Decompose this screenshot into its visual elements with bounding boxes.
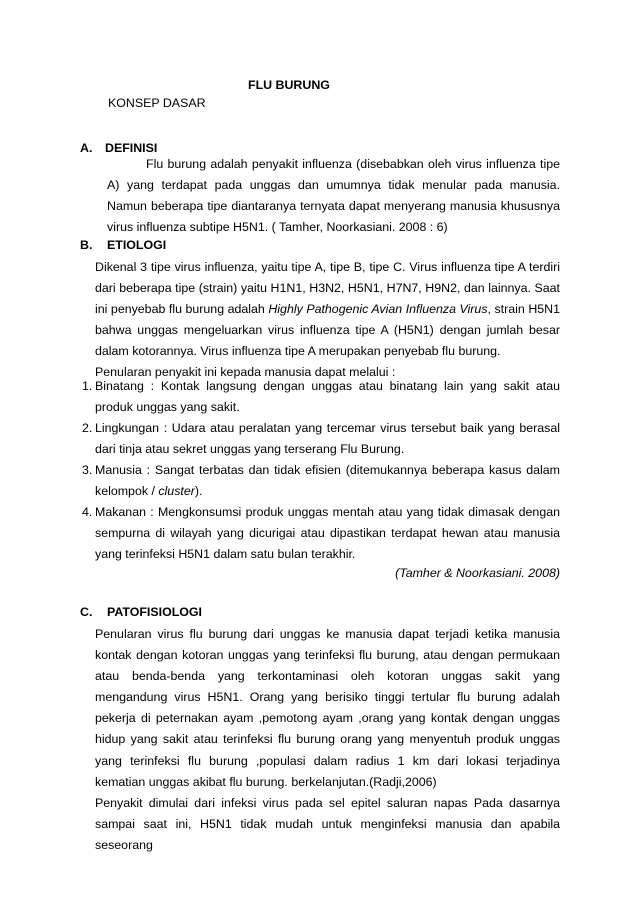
text-run: Manusia : Sangat terbatas dan tidak efisien (ditemukannya beberapa kasus dalam kelompok /: [95, 463, 560, 499]
section-title: PATOFISIOLOGI: [107, 605, 202, 619]
section-a-heading: [80, 141, 158, 155]
section-title: DEFINISI: [105, 141, 158, 155]
list-item-text: Binatang : Kontak langsung dengan unggas atau binatang lain yang sakit atau produk unggas yang sakit.: [95, 379, 560, 415]
italic-term: Highly Pathogenic Avian Influenza Virus: [268, 302, 488, 317]
list-item: [82, 376, 560, 418]
section-c-heading: [80, 605, 202, 619]
list-item-text: Makanan : Mengkonsumsi produk unggas mentah atau yang tidak dimasak dengan sempurna di wilayah yang dicurigai atau dipastikan terdapat hewan atau manusia yang terinfeksi H5N1 dalam satu bulan terakhir.: [95, 505, 560, 562]
paragraph-text: Penyakit dimulai dari infeksi virus pada sel epitel saluran napas Pada dasarnya sampai saat ini, H5N1 tidak mudah untuk menginfeksi manusia dan apabila seseorang: [95, 795, 560, 852]
list-item: [82, 460, 560, 502]
definisi-paragraph: [107, 154, 560, 238]
patofisiologi-paragraph: [95, 624, 560, 856]
list-item-text: Lingkungan : Udara atau peralatan yang tercemar virus tersebut baik yang berasal dari tinja atau sekret unggas yang terserang Flu Burung.: [95, 421, 560, 457]
text-run: Dikenal 3 tipe virus influenza, yaitu tipe A, tipe B, tipe C. Virus influenza tipe A terdiri dari beberapa tipe (strain) yaitu H1N1, H3N2, H5N1, H7N7, H9N2, dan lainnya. Saat ini penyebab flu burung adalah: [95, 260, 560, 317]
paragraph-text: Penularan virus flu burung dari unggas ke manusia dapat terjadi ketika manusia kontak dengan kotoran unggas yang terinfeksi flu burung, atau dengan permukaan atau benda-benda yang terkontaminasi oleh kotoran unggas sakit yang mengandung virus H5N1. Orang yang berisiko tinggi tertular flu burung adalah pekerja di peternakan ayam ,pemotong ayam ,orang yang kontak dengan unggas hidup yang sakit atau terinfeksi flu burung orang yang menyentuh produk unggas yang terinfeksi flu burung ,populasi dalam radius 1 km dari lokasi terjadinya kematian unggas akibat flu burung. berkelanjutan.(Radji,2006): [95, 627, 560, 789]
list-item-text: [95, 463, 560, 498]
list-item: [82, 418, 560, 460]
section-b-heading: [80, 238, 167, 252]
list-number: 4.: [82, 505, 93, 519]
text-run: , strain H5N1 bahwa unggas mengeluarkan virus influenza tipe A (H5N1) dengan jumlah besar dalam kotorannya. Virus influenza tipe A merupakan penyebab flu burung.: [95, 302, 560, 359]
document-subtitle: KONSEP DASAR: [108, 96, 206, 110]
citation: (Tamher & Noorkasiani. 2008): [395, 566, 560, 580]
etiologi-paragraph: [95, 257, 560, 384]
section-letter: C.: [80, 605, 93, 619]
document-title: FLU BURUNG: [248, 78, 330, 92]
paragraph-text: Flu burung adalah penyakit influenza (disebabkan oleh virus influenza tipe A) yang terdapat pada unggas dan umumnya tidak menular pada manusia. Namun beberapa tipe diantaranya ternyata dapat menyerang manusia khususnya virus influenza subtipe H5N1. ( Tamher, Noorkasiani. 2008 : 6): [107, 157, 560, 235]
list-number: 3.: [82, 463, 93, 477]
paragraph-text: [95, 257, 560, 362]
section-letter: A.: [80, 141, 93, 155]
text-run: ).: [194, 484, 203, 499]
transmission-intro: Penularan penyakit ini kepada manusia dapat melalui :: [95, 365, 396, 380]
section-title: ETIOLOGI: [107, 238, 167, 252]
list-number: 2.: [82, 421, 93, 435]
list-item: [82, 502, 560, 565]
section-letter: B.: [80, 238, 93, 252]
italic-term: cluster: [158, 484, 195, 499]
list-number: 1.: [82, 379, 93, 393]
